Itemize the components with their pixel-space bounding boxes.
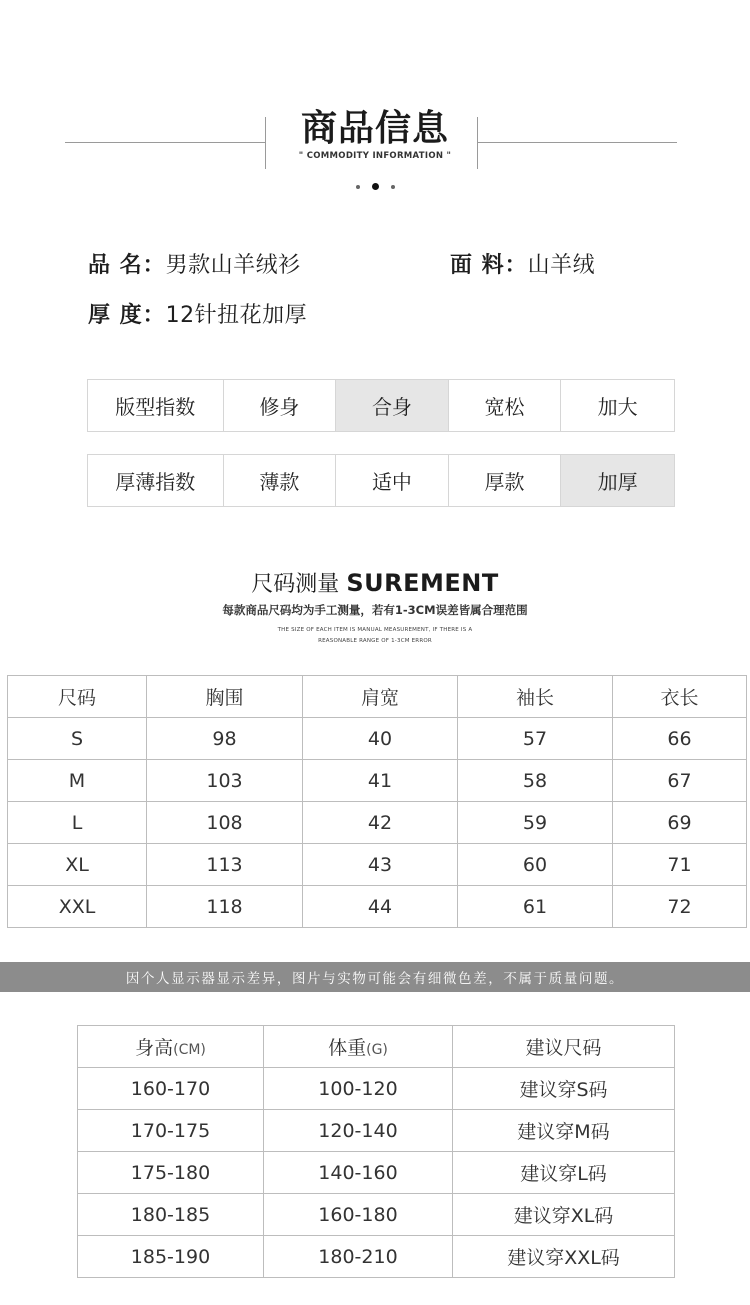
recommend-cell: 建议穿L码: [453, 1152, 675, 1194]
table-row: [78, 1068, 675, 1110]
info-thickness-label: 厚 度：: [88, 303, 166, 328]
fit-index-bar: [87, 379, 675, 432]
recommend-cell: 100-120: [264, 1068, 453, 1110]
fit-option: 加大: [597, 395, 638, 419]
table-row: [78, 1152, 675, 1194]
size-cell: S: [8, 718, 147, 760]
size-cell: 71: [613, 844, 747, 886]
header-unit: (CM): [173, 1042, 206, 1058]
table-row: [78, 1110, 675, 1152]
dot: [356, 185, 360, 189]
table-row: [8, 802, 747, 844]
thickness-index-bar: [87, 454, 675, 507]
size-cell: 69: [613, 802, 747, 844]
size-cell: 42: [303, 802, 458, 844]
size-cell: 57: [458, 718, 613, 760]
size-cell: 41: [303, 760, 458, 802]
header-label: 体重: [328, 1037, 367, 1059]
size-cell: 67: [613, 760, 747, 802]
recommend-cell: 建议穿M码: [453, 1110, 675, 1152]
table-row: [8, 718, 747, 760]
recommend-cell: 180-185: [78, 1194, 264, 1236]
measurement-note-line-2: REASONABLE RANGE OF 1-3CM ERROR: [318, 638, 432, 644]
recommend-cell: 185-190: [78, 1236, 264, 1278]
fit-option: 修身: [224, 380, 337, 431]
size-cell: 98: [147, 718, 303, 760]
size-cell: 108: [147, 802, 303, 844]
info-material-label: 面 料：: [450, 253, 528, 278]
thickness-option: 厚款: [449, 455, 562, 506]
recommend-cell: 建议穿XL码: [453, 1194, 675, 1236]
size-cell: 66: [613, 718, 747, 760]
recommend-cell: 175-180: [78, 1152, 264, 1194]
size-table-header: [8, 676, 747, 718]
size-header-cell: 肩宽: [303, 676, 458, 718]
size-cell: XXL: [8, 886, 147, 928]
measurement-title-en: SUREMENT: [346, 569, 499, 597]
size-cell: 44: [303, 886, 458, 928]
size-cell: 60: [458, 844, 613, 886]
info-name-value: 男款山羊绒衫: [165, 253, 301, 278]
recommend-cell: 170-175: [78, 1110, 264, 1152]
size-cell: 103: [147, 760, 303, 802]
measurement-subtitle: 每款商品尺码均为手工测量，若有1-3CM误差皆属合理范围: [222, 603, 528, 617]
info-name-label: 品 名：: [88, 253, 166, 278]
info-material: [450, 248, 595, 279]
table-row: [8, 844, 747, 886]
size-cell: XL: [8, 844, 147, 886]
table-row: [78, 1236, 675, 1278]
fit-option: 宽松: [449, 380, 562, 431]
recommend-cell: 140-160: [264, 1152, 453, 1194]
info-thickness: [88, 298, 307, 329]
page-subtitle: " COMMODITY INFORMATION ": [298, 151, 452, 161]
recommend-cell: 180-210: [264, 1236, 453, 1278]
recommend-cell: 建议穿S码: [453, 1068, 675, 1110]
recommend-header-weight: [264, 1026, 453, 1068]
fit-index-label: 版型指数: [88, 380, 224, 431]
pager-dots: [0, 176, 750, 195]
measurement-note-line-1: THE SIZE OF EACH ITEM IS MANUAL MEASUREMENT, IF THERE IS A: [277, 627, 473, 633]
size-cell: 113: [147, 844, 303, 886]
size-cell: 40: [303, 718, 458, 760]
measurement-title: [0, 567, 750, 598]
size-cell: 59: [458, 802, 613, 844]
size-header-cell: 尺码: [8, 676, 147, 718]
size-cell: M: [8, 760, 147, 802]
header-label: 建议尺码: [525, 1037, 602, 1059]
thickness-option: 薄款: [224, 455, 337, 506]
color-notice-banner: 因个人显示器显示差异，图片与实物可能会有细微色差，不属于质量问题。: [0, 962, 750, 992]
info-material-value: 山羊绒: [527, 253, 596, 278]
header-label: 身高: [135, 1037, 174, 1059]
size-cell: 61: [458, 886, 613, 928]
header-unit: (G): [366, 1042, 388, 1058]
recommend-table-header: [78, 1026, 675, 1068]
recommend-cell: 160-170: [78, 1068, 264, 1110]
fit-option: 合身: [336, 380, 449, 431]
size-cell: 43: [303, 844, 458, 886]
thickness-option: 加厚: [561, 455, 674, 506]
size-cell: 118: [147, 886, 303, 928]
recommend-cell: 120-140: [264, 1110, 453, 1152]
recommend-header-height: [78, 1026, 264, 1068]
table-row: [78, 1194, 675, 1236]
size-cell: 58: [458, 760, 613, 802]
thickness-option: 适中: [336, 455, 449, 506]
recommend-table: [77, 1025, 675, 1278]
recommend-cell: 160-180: [264, 1194, 453, 1236]
recommend-header-size: [453, 1026, 675, 1068]
recommend-cell: 建议穿XXL码: [453, 1236, 675, 1278]
size-header-cell: 胸围: [147, 676, 303, 718]
size-cell: 72: [613, 886, 747, 928]
thickness-index-label: 厚薄指数: [88, 455, 224, 506]
dot: [391, 185, 395, 189]
size-table: [7, 675, 747, 928]
measurement-title-cn: 尺码测量: [251, 572, 340, 597]
size-cell: L: [8, 802, 147, 844]
size-header-cell: 衣长: [613, 676, 747, 718]
page-title: 商品信息: [300, 108, 449, 149]
info-name: [88, 248, 301, 279]
dot-active: [372, 183, 379, 190]
table-row: [8, 886, 747, 928]
info-thickness-value: 12针扭花加厚: [165, 303, 308, 328]
table-row: [8, 760, 747, 802]
size-header-cell: 袖长: [458, 676, 613, 718]
